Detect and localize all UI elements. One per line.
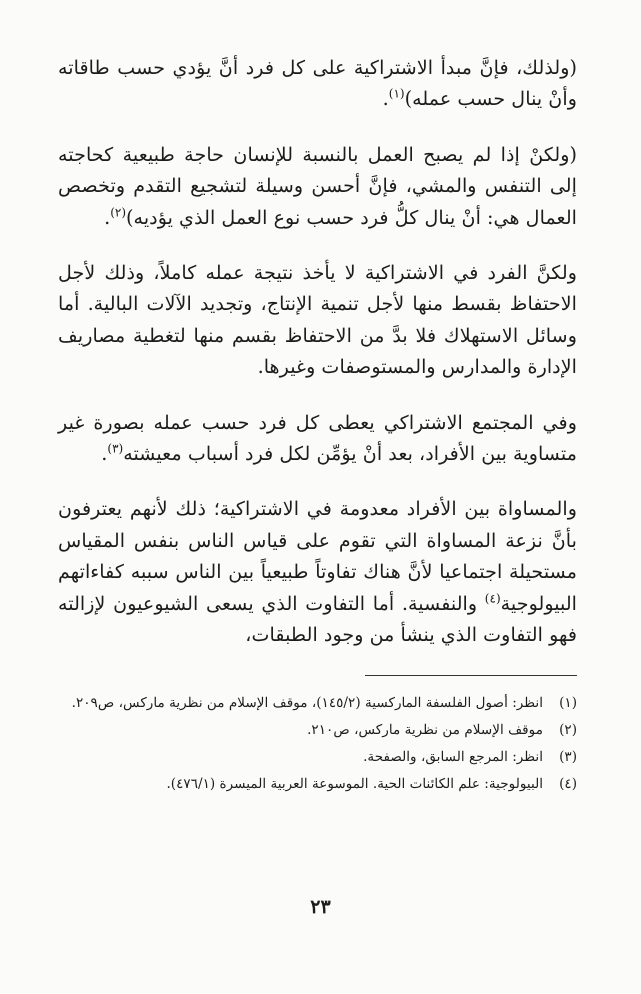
footnote-ref[interactable]: (٢) [110, 205, 127, 220]
footnote-ref[interactable]: (٤) [484, 591, 501, 606]
footnote-ref[interactable]: (٣) [107, 441, 124, 456]
paragraph-text: والمساواة بين الأفراد معدومة في الاشتراكية؛ ذلك لأنهم يعترفون بأنَّ نزعة المساواة التي تقوم على قياس الناس بنفس المقياس مستحيلة اجتماعيا لأنَّ هناك تفاوتاً طبيعياً بين الناس سببه كفاءاتهم البيولوجية [58, 497, 577, 615]
footnote-text: موقف الإسلام من نظرية ماركس، ص٢١٠. [307, 721, 543, 738]
paragraph-2 [58, 139, 577, 233]
footnote-divider [365, 675, 577, 676]
footnote-number: (٤) [559, 775, 577, 792]
footnotes [58, 690, 577, 798]
paragraph-tail: . [101, 442, 108, 466]
footnote-item [58, 717, 577, 744]
paragraph-tail: . [104, 205, 111, 229]
footnote-item [58, 771, 577, 798]
paragraph-4 [58, 407, 577, 470]
paragraph-1 [58, 52, 577, 115]
footnote-number: (٢) [559, 721, 577, 738]
paragraph-text: (ولذلك، فإنَّ مبدأ الاشتراكية على كل فرد أنَّ يؤدي حسب طاقاته وأنْ ينال حسب عمله) [58, 56, 577, 111]
footnote-item [58, 744, 577, 771]
paragraph-text: ولكنَّ الفرد في الاشتراكية لا يأخذ نتيجة عمله كاملاً، وذلك لأجل الاحتفاظ بقسط منها لأجل تنمية الإنتاج، وتجديد الآلات البالية. أما وسائل الاستهلاك فلا بدَّ من الاحتفاظ بقسم منها لتغطية مصاريف الإدارة والمدارس والمستوصفات وغيرها. [58, 261, 577, 379]
footnote-item [58, 690, 577, 717]
page-number: ٢٣ [310, 896, 331, 918]
paragraph-text: وفي المجتمع الاشتراكي يعطى كل فرد حسب عمله بصورة غير متساوية بين الأفراد، بعد أنْ يؤمِّن لكل فرد أسباب معيشته [58, 410, 577, 466]
paragraph-tail: والنفسية. أما التفاوت الذي يسعى الشيوعيون لإزالته فهو التفاوت الذي ينشأ من وجود الطبقات، [58, 591, 577, 647]
paragraph-3 [58, 257, 577, 383]
footnote-text: انظر: المرجع السابق، والصفحة. [363, 748, 543, 765]
paragraph-text: (ولكنْ إذا لم يصبح العمل بالنسبة للإنسان حاجة طبيعية كحاجته إلى التنفس والمشي، فإنَّ أحسن وسيلة لتشجيع التقدم وتخصص العمال هي: أنْ ينال كلُّ فرد حسب نوع العمل الذي يؤديه) [58, 142, 577, 229]
footnote-number: (١) [559, 694, 577, 711]
footnote-text: انظر: أصول الفلسفة الماركسية (١٤٥/٢)، موقف الإسلام من نظرية ماركس، ص٢٠٩. [71, 694, 543, 711]
paragraph-tail: . [382, 87, 389, 111]
footnote-number: (٣) [559, 748, 577, 765]
footnote-text: البيولوجية: علم الكائنات الحية. الموسوعة العربية الميسرة (٤٧٦/١). [166, 775, 543, 792]
footnote-ref[interactable]: (١) [388, 87, 405, 102]
paragraph-5 [58, 493, 577, 650]
